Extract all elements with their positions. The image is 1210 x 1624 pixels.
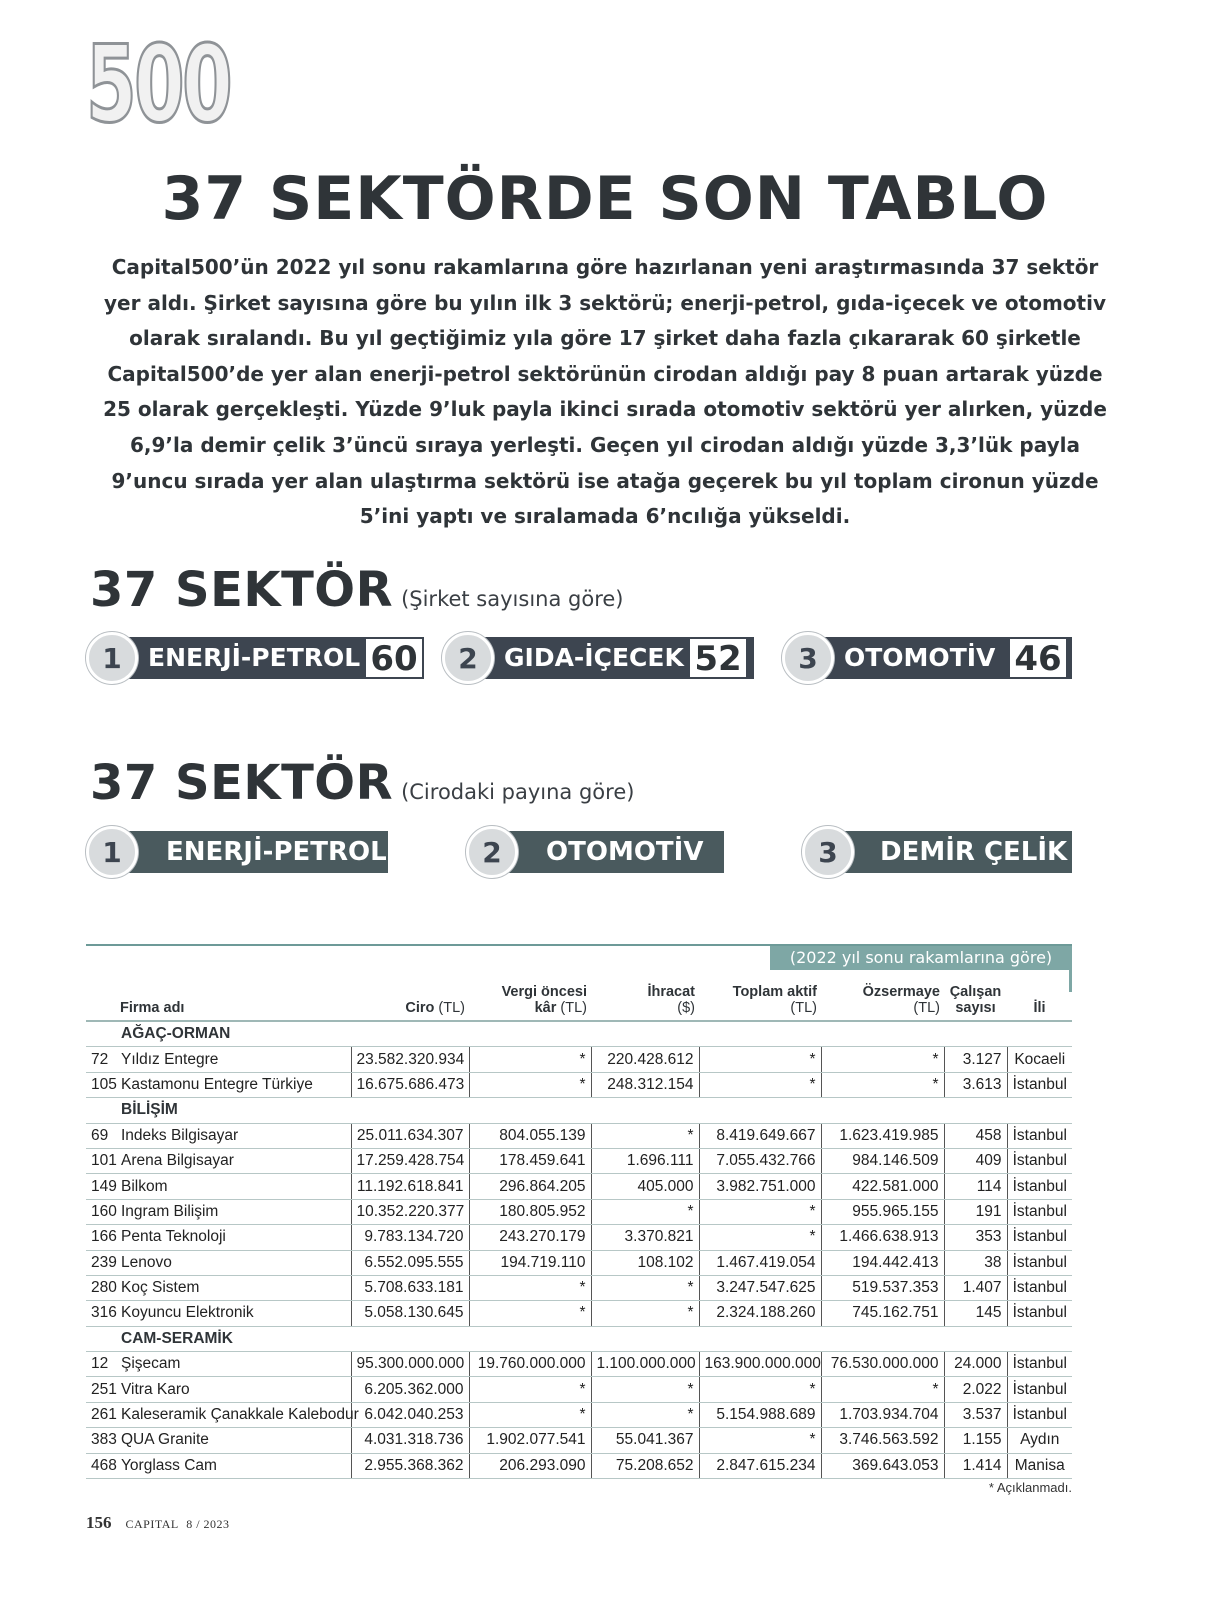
sector-row: [86, 1021, 1072, 1047]
ciro-cell: 5.058.130.645: [351, 1301, 469, 1326]
revenue-section-subtitle: (Cirodaki payına göre): [401, 780, 635, 804]
table-row: [86, 1199, 1072, 1224]
rank-label: ENERJİ-PETROL: [148, 643, 361, 672]
ili-header: İli: [1007, 974, 1072, 1021]
aktif-cell: 163.900.000.000: [699, 1352, 821, 1377]
ciro-header: Ciro (TL): [351, 974, 469, 1021]
page-number: 156: [86, 1513, 112, 1532]
ihracat-cell: *: [591, 1123, 699, 1148]
table-row: [86, 1148, 1072, 1173]
sector-spacer: [86, 1098, 116, 1123]
ozsermaye-cell: 1.623.419.985: [821, 1123, 944, 1148]
rank-number: 2: [442, 632, 494, 684]
rank-cell: 69: [86, 1123, 116, 1148]
rank-header: [86, 974, 116, 1021]
aktif-cell: 7.055.432.766: [699, 1148, 821, 1173]
ihracat-cell: 248.312.154: [591, 1072, 699, 1097]
table-row: [86, 1047, 1072, 1072]
ili-cell: Kocaeli: [1007, 1047, 1072, 1072]
aktif-cell: *: [699, 1199, 821, 1224]
name-cell: Yorglass Cam: [116, 1453, 351, 1478]
ozsermaye-cell: 984.146.509: [821, 1148, 944, 1173]
rank-label: GIDA-İÇECEK: [504, 643, 684, 672]
aktif-cell: 2.324.188.260: [699, 1301, 821, 1326]
vergi-cell: *: [469, 1377, 591, 1402]
rank-cell: 316: [86, 1301, 116, 1326]
aktif-header: Toplam aktif (TL): [699, 974, 821, 1021]
name-cell: Kaleseramik Çanakkale Kalebodur: [116, 1402, 351, 1427]
ihracat-cell: *: [591, 1199, 699, 1224]
revenue-rank-3: [802, 826, 1072, 878]
name-cell: Bilkom: [116, 1174, 351, 1199]
count-section-subtitle: (Şirket sayısına göre): [401, 587, 624, 611]
issue-date: 8 / 2023: [186, 1517, 230, 1531]
sector-spacer: [86, 1326, 116, 1351]
count-rank-1: [86, 632, 424, 684]
ili-cell: İstanbul: [1007, 1148, 1072, 1173]
rank-number: 2: [466, 826, 518, 878]
ciro-cell: 4.031.318.736: [351, 1428, 469, 1453]
ozsermaye-cell: 369.643.053: [821, 1453, 944, 1478]
calisan-cell: 38: [944, 1250, 1007, 1275]
rank-label: DEMİR ÇELİK: [880, 837, 1068, 867]
ozsermaye-cell: 3.746.563.592: [821, 1428, 944, 1453]
sector-name: CAM-SERAMİK: [116, 1326, 1072, 1351]
ciro-cell: 17.259.428.754: [351, 1148, 469, 1173]
vergi-cell: 178.459.641: [469, 1148, 591, 1173]
sector-row: [86, 1326, 1072, 1351]
ciro-cell: 10.352.220.377: [351, 1199, 469, 1224]
page-footer: [86, 1513, 230, 1533]
footnote: * Açıklanmadı.: [988, 1480, 1072, 1495]
ili-cell: İstanbul: [1007, 1402, 1072, 1427]
ozsermaye-cell: 1.703.934.704: [821, 1402, 944, 1427]
table-body: [86, 1021, 1072, 1479]
rank-cell: 239: [86, 1250, 116, 1275]
name-cell: Vitra Karo: [116, 1377, 351, 1402]
sector-spacer: [86, 1021, 116, 1047]
calisan-cell: 1.414: [944, 1453, 1007, 1478]
rank-number: 1: [86, 632, 138, 684]
table-row: [86, 1352, 1072, 1377]
aktif-cell: 2.847.615.234: [699, 1453, 821, 1478]
table-row: [86, 1428, 1072, 1453]
ozsermaye-cell: *: [821, 1047, 944, 1072]
vergi-cell: 1.902.077.541: [469, 1428, 591, 1453]
aktif-cell: *: [699, 1072, 821, 1097]
count-rank-2: [442, 632, 754, 684]
table-row: [86, 1250, 1072, 1275]
aktif-cell: *: [699, 1428, 821, 1453]
ihracat-cell: 1.696.111: [591, 1148, 699, 1173]
vergi-cell: *: [469, 1072, 591, 1097]
aktif-cell: 8.419.649.667: [699, 1123, 821, 1148]
ihracat-cell: 1.100.000.000: [591, 1352, 699, 1377]
ili-cell: İstanbul: [1007, 1123, 1072, 1148]
rank-label: OTOMOTİV: [546, 837, 704, 867]
rank-cell: 261: [86, 1402, 116, 1427]
table-row: [86, 1301, 1072, 1326]
ciro-cell: 95.300.000.000: [351, 1352, 469, 1377]
rank-label: ENERJİ-PETROL: [166, 837, 387, 867]
ihracat-cell: 3.370.821: [591, 1225, 699, 1250]
ozsermaye-header: Özsermaye (TL): [821, 974, 944, 1021]
table-row: [86, 1377, 1072, 1402]
ciro-cell: 9.783.134.720: [351, 1225, 469, 1250]
ihracat-cell: 405.000: [591, 1174, 699, 1199]
page-title: 37 SEKTÖRDE SON TABLO: [161, 164, 1049, 234]
vergi-header: Vergi öncesi kâr (TL): [469, 974, 591, 1021]
aktif-cell: 5.154.988.689: [699, 1402, 821, 1427]
table-row: [86, 1174, 1072, 1199]
ili-cell: İstanbul: [1007, 1199, 1072, 1224]
ozsermaye-cell: 519.537.353: [821, 1275, 944, 1300]
ciro-cell: 23.582.320.934: [351, 1047, 469, 1072]
firma-header: Firma adı: [116, 974, 351, 1021]
rank-count: 46: [1008, 637, 1068, 679]
aktif-cell: *: [699, 1225, 821, 1250]
ihracat-cell: *: [591, 1402, 699, 1427]
ciro-cell: 6.205.362.000: [351, 1377, 469, 1402]
ihracat-cell: *: [591, 1275, 699, 1300]
ili-cell: İstanbul: [1007, 1377, 1072, 1402]
ihracat-cell: 75.208.652: [591, 1453, 699, 1478]
vergi-cell: *: [469, 1275, 591, 1300]
revenue-rank-2: [466, 826, 724, 878]
ihracat-cell: *: [591, 1301, 699, 1326]
rank-number: 3: [782, 632, 834, 684]
ihracat-cell: 55.041.367: [591, 1428, 699, 1453]
ozsermaye-cell: 76.530.000.000: [821, 1352, 944, 1377]
ili-cell: İstanbul: [1007, 1174, 1072, 1199]
vergi-cell: 19.760.000.000: [469, 1352, 591, 1377]
rank-count: 60: [364, 637, 424, 679]
rank-cell: 72: [86, 1047, 116, 1072]
table-row: [86, 1225, 1072, 1250]
calisan-cell: 1.407: [944, 1275, 1007, 1300]
aktif-cell: *: [699, 1047, 821, 1072]
calisan-cell: 458: [944, 1123, 1007, 1148]
ihracat-cell: 220.428.612: [591, 1047, 699, 1072]
ciro-cell: 11.192.618.841: [351, 1174, 469, 1199]
ozsermaye-cell: 745.162.751: [821, 1301, 944, 1326]
ili-cell: İstanbul: [1007, 1301, 1072, 1326]
ili-cell: İstanbul: [1007, 1275, 1072, 1300]
vergi-cell: *: [469, 1047, 591, 1072]
ozsermaye-cell: *: [821, 1072, 944, 1097]
ciro-cell: 6.042.040.253: [351, 1402, 469, 1427]
calisan-cell: 191: [944, 1199, 1007, 1224]
revenue-section-heading: [90, 755, 634, 811]
rank-cell: 468: [86, 1453, 116, 1478]
aktif-cell: 3.247.547.625: [699, 1275, 821, 1300]
ciro-cell: 16.675.686.473: [351, 1072, 469, 1097]
ili-cell: İstanbul: [1007, 1072, 1072, 1097]
vergi-cell: 180.805.952: [469, 1199, 591, 1224]
calisan-cell: 145: [944, 1301, 1007, 1326]
count-section-title: 37 SEKTÖR: [90, 562, 394, 618]
rank-cell: 383: [86, 1428, 116, 1453]
calisan-cell: 353: [944, 1225, 1007, 1250]
name-cell: Yıldız Entegre: [116, 1047, 351, 1072]
ili-cell: Aydın: [1007, 1428, 1072, 1453]
rank-cell: 12: [86, 1352, 116, 1377]
name-cell: Indeks Bilgisayar: [116, 1123, 351, 1148]
intro-paragraph: Capital500’ün 2022 yıl sonu rakamlarına göre hazırlanan yeni araştırmasında 37 sektör yer aldı. Şirket sayısına göre bu yılın ilk 3 sektörü; enerji-petrol, gıda-içecek ve otomotiv olarak sıralandı. Bu yıl geçtiğimiz yıla göre 17 şirket daha fazla çıkararak 60 şirketle Capital500’de yer alan enerji-petrol sektörünün cirodan aldığı pay 8 puan artarak yüzde 25 olarak gerçekleşti. Yüzde 9’luk payla ikinci sırada otomotiv sektörü yer alırken, yüzde 6,9’la demir çelik 3’üncü sıraya yerleşti. Geçen yıl cirodan aldığı yüzde 3,3’lük payla 9’uncu sırada yer alan ulaştırma sektörü ise atağa geçerek bu yıl toplam cironun yüzde 5’ini yaptı ve sıralamada 6’ncılığa yükseldi.: [103, 255, 1107, 529]
ihracat-cell: 108.102: [591, 1250, 699, 1275]
vergi-cell: *: [469, 1402, 591, 1427]
ili-cell: İstanbul: [1007, 1352, 1072, 1377]
ozsermaye-cell: 422.581.000: [821, 1174, 944, 1199]
rank-label: OTOMOTİV: [844, 643, 996, 672]
ili-cell: Manisa: [1007, 1453, 1072, 1478]
rank-cell: 166: [86, 1225, 116, 1250]
sector-row: [86, 1098, 1072, 1123]
name-cell: Arena Bilgisayar: [116, 1148, 351, 1173]
ozsermaye-cell: 194.442.413: [821, 1250, 944, 1275]
name-cell: Penta Teknoloji: [116, 1225, 351, 1250]
ili-cell: İstanbul: [1007, 1225, 1072, 1250]
ozsermaye-cell: 1.466.638.913: [821, 1225, 944, 1250]
calisan-cell: 3.613: [944, 1072, 1007, 1097]
logo-text: 500: [86, 23, 230, 146]
aktif-cell: 3.982.751.000: [699, 1174, 821, 1199]
aktif-cell: 1.467.419.054: [699, 1250, 821, 1275]
vergi-cell: 296.864.205: [469, 1174, 591, 1199]
count-rank-3: [782, 632, 1072, 684]
ozsermaye-cell: *: [821, 1377, 944, 1402]
calisan-cell: 3.537: [944, 1402, 1007, 1427]
revenue-rank-1: [86, 826, 388, 878]
ihracat-header: İhracat ($): [591, 974, 699, 1021]
magazine-name: CAPITAL: [125, 1517, 179, 1531]
ili-cell: İstanbul: [1007, 1250, 1072, 1275]
table-row: [86, 1402, 1072, 1427]
calisan-cell: 409: [944, 1148, 1007, 1173]
ciro-cell: 25.011.634.307: [351, 1123, 469, 1148]
ciro-cell: 2.955.368.362: [351, 1453, 469, 1478]
name-cell: Koyuncu Elektronik: [116, 1301, 351, 1326]
calisan-cell: 3.127: [944, 1047, 1007, 1072]
calisan-cell: 114: [944, 1174, 1007, 1199]
vergi-cell: *: [469, 1301, 591, 1326]
rank-cell: 105: [86, 1072, 116, 1097]
vergi-cell: 804.055.139: [469, 1123, 591, 1148]
calisan-cell: 24.000: [944, 1352, 1007, 1377]
vergi-cell: 194.719.110: [469, 1250, 591, 1275]
rank-number: 3: [802, 826, 854, 878]
sector-name: BİLİŞİM: [116, 1098, 1072, 1123]
table-header-row: [86, 974, 1072, 1021]
company-table: [86, 974, 1072, 1479]
vergi-cell: 206.293.090: [469, 1453, 591, 1478]
ciro-cell: 6.552.095.555: [351, 1250, 469, 1275]
table-row: [86, 1453, 1072, 1478]
sector-name: AĞAÇ-ORMAN: [116, 1021, 1072, 1047]
rank-cell: 101: [86, 1148, 116, 1173]
table-row: [86, 1072, 1072, 1097]
name-cell: Ingram Bilişim: [116, 1199, 351, 1224]
revenue-section-title: 37 SEKTÖR: [90, 755, 394, 811]
capital500-logo: [86, 23, 232, 146]
name-cell: Koç Sistem: [116, 1275, 351, 1300]
name-cell: Kastamonu Entegre Türkiye: [116, 1072, 351, 1097]
ihracat-cell: *: [591, 1377, 699, 1402]
table-row: [86, 1123, 1072, 1148]
rank-count: 52: [688, 637, 748, 679]
count-section-heading: [90, 562, 623, 618]
calisan-cell: 2.022: [944, 1377, 1007, 1402]
ozsermaye-cell: 955.965.155: [821, 1199, 944, 1224]
vergi-cell: 243.270.179: [469, 1225, 591, 1250]
calisan-header: Çalışan sayısı: [944, 974, 1007, 1021]
rank-cell: 160: [86, 1199, 116, 1224]
rank-number: 1: [86, 826, 138, 878]
rank-cell: 251: [86, 1377, 116, 1402]
rank-cell: 280: [86, 1275, 116, 1300]
aktif-cell: *: [699, 1377, 821, 1402]
table-row: [86, 1275, 1072, 1300]
name-cell: Lenovo: [116, 1250, 351, 1275]
table-note: (2022 yıl sonu rakamlarına göre): [770, 946, 1072, 970]
calisan-cell: 1.155: [944, 1428, 1007, 1453]
rank-cell: 149: [86, 1174, 116, 1199]
name-cell: QUA Granite: [116, 1428, 351, 1453]
name-cell: Şişecam: [116, 1352, 351, 1377]
ciro-cell: 5.708.633.181: [351, 1275, 469, 1300]
